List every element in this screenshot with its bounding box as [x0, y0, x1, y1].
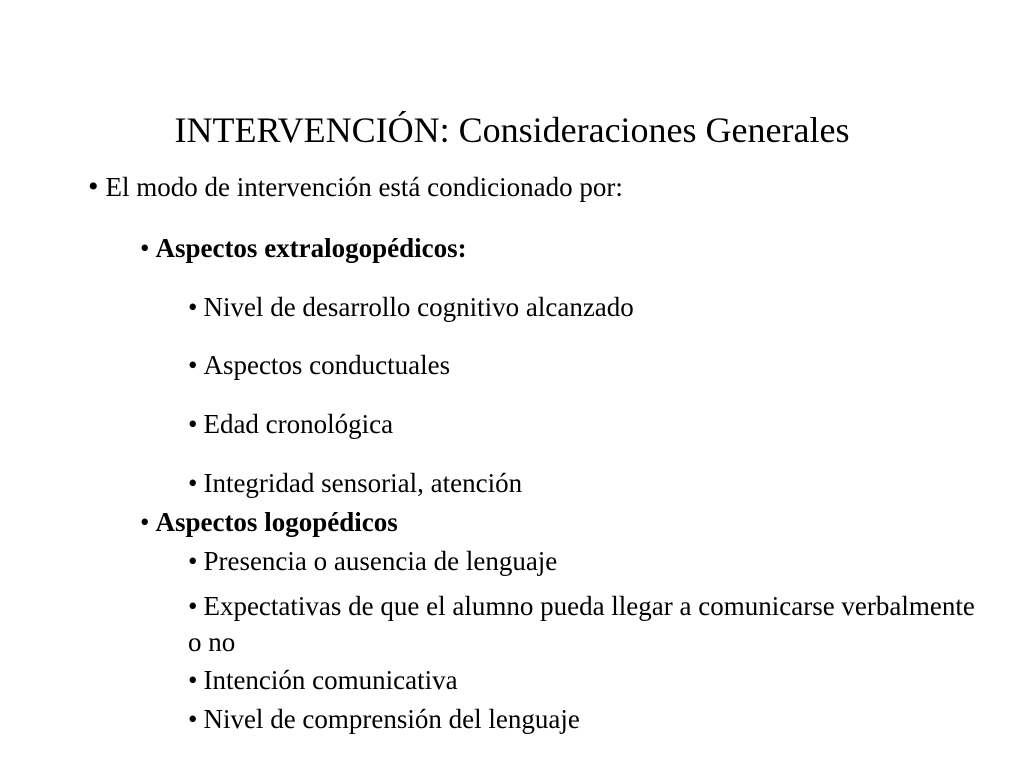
- bullet-icon: •: [188, 350, 198, 380]
- list-item-text: Edad cronológica: [203, 409, 394, 439]
- list-item-text: Nivel de desarrollo cognitivo alcanzado: [203, 292, 634, 322]
- list-item-text: Nivel de comprensión del lenguaje: [203, 704, 580, 734]
- bullet-icon: •: [188, 468, 198, 498]
- bullet-icon: •: [188, 591, 198, 621]
- slide-title: INTERVENCIÓN: Consideraciones Generales: [174, 110, 850, 150]
- bullet-icon: •: [188, 292, 198, 322]
- list-item-text: Presencia o ausencia de lenguaje: [203, 546, 558, 576]
- list-item-wrapped: [188, 588, 988, 660]
- list-item-text: Aspectos conductuales: [203, 350, 451, 380]
- section-heading-extralogopedicos: [140, 235, 467, 262]
- list-item-text: Intención comunicativa: [203, 665, 458, 695]
- section-heading-text: Aspectos logopédicos: [155, 507, 398, 537]
- list-item-text: Expectativas de que el alumno pueda llegar a comunicarse verbalmente o no: [188, 591, 975, 657]
- intro-bullet-item: [88, 172, 623, 202]
- bullet-icon: •: [88, 170, 99, 203]
- section-heading-logopedicos: [140, 509, 398, 536]
- list-item: [188, 706, 580, 733]
- bullet-icon: •: [188, 704, 198, 734]
- section-heading-text: Aspectos extralogopédicos:: [155, 233, 467, 263]
- list-item: [188, 470, 522, 497]
- list-item: [188, 548, 557, 575]
- bullet-icon: •: [140, 507, 150, 537]
- list-item: [188, 667, 458, 694]
- list-item: [188, 411, 393, 438]
- bullet-icon: •: [140, 233, 150, 263]
- list-item: [188, 352, 450, 379]
- bullet-icon: •: [188, 546, 198, 576]
- list-item: [188, 294, 634, 321]
- list-item-text: Integridad sensorial, atención: [203, 468, 523, 498]
- intro-text: El modo de intervención está condicionado por:: [105, 172, 623, 202]
- bullet-icon: •: [188, 409, 198, 439]
- bullet-icon: •: [188, 665, 198, 695]
